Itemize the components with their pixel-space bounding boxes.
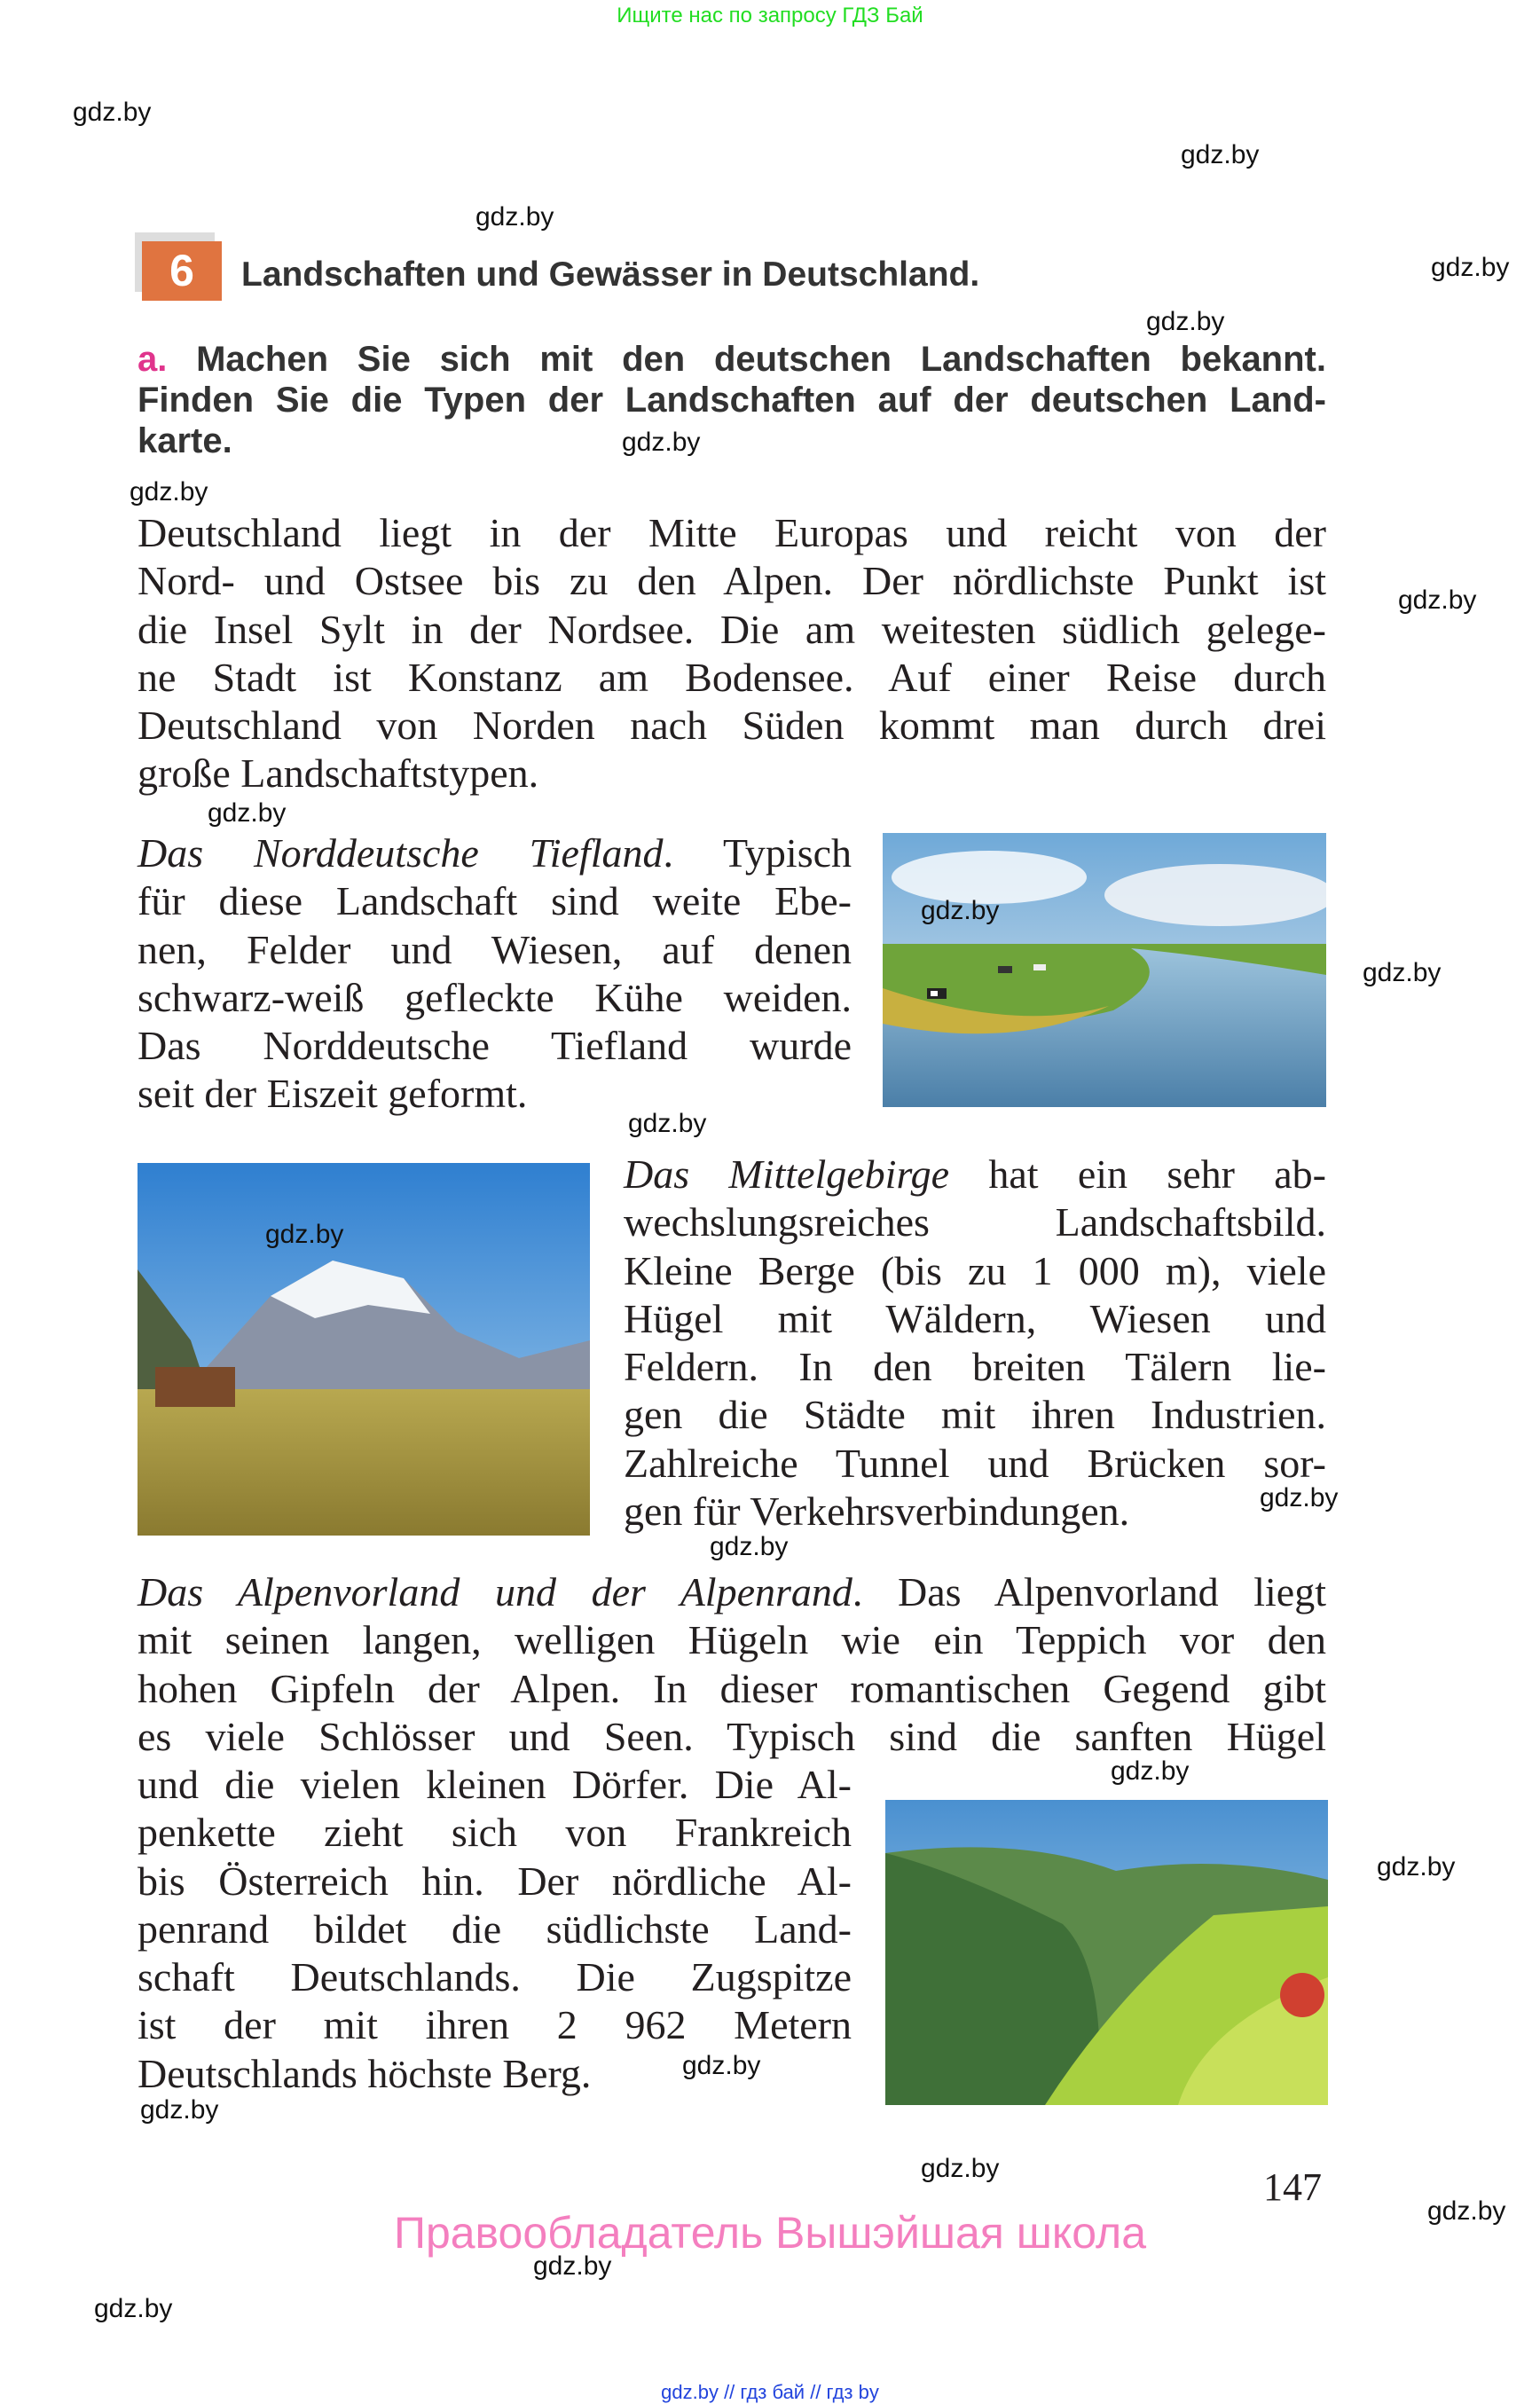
text-line: wechslungsreiches Landschaftsbild.: [624, 1199, 1326, 1245]
watermark: gdz.by: [1181, 140, 1260, 169]
watermark: gdz.by: [628, 1109, 707, 1138]
text-segment: . Typisch: [663, 830, 852, 876]
watermark: gdz.by: [921, 896, 1000, 925]
paragraph-mittelgebirge: [624, 1151, 1326, 1536]
task-letter: a.: [138, 340, 168, 379]
text-line: Das Norddeutsche Tiefland wurde: [138, 1023, 852, 1069]
text-line: Deutschland liegt in der Mitte Europas und reicht von der: [138, 510, 1326, 555]
watermark: gdz.by: [475, 202, 554, 232]
photo-mountains: [138, 1163, 590, 1536]
text-segment: hat ein sehr ab-: [949, 1151, 1326, 1197]
watermark: gdz.by: [1398, 585, 1477, 615]
watermark: gdz.by: [1363, 958, 1442, 987]
text-line: seit der Eiszeit geformt.: [138, 1071, 528, 1117]
watermark: gdz.by: [73, 98, 152, 127]
text-line: gen für Verkehrsverbindungen.: [624, 1489, 1130, 1535]
text-line: nen, Felder und Wiesen, auf denen: [138, 926, 852, 972]
task-line: karte.: [138, 421, 232, 460]
watermark: gdz.by: [208, 798, 287, 828]
watermark: gdz.by: [1260, 1483, 1339, 1512]
text-line: für diese Landschaft sind weite Ebe-: [138, 878, 852, 924]
text-line: schwarz-weiß gefleckte Kühe weiden.: [138, 974, 852, 1020]
paragraph-alpen: [138, 1568, 1326, 1761]
text-line: Deutschlands höchste Berg.: [138, 2050, 592, 2096]
text-segment: . Das Alpenvorland liegt: [852, 1569, 1326, 1614]
watermark: gdz.by: [1111, 1756, 1190, 1786]
photo-alpine-foothills: [885, 1800, 1328, 2105]
watermark: gdz.by: [265, 1220, 344, 1249]
text-line: mit seinen langen, welligen Hügeln wie ein Teppich vor den: [138, 1617, 1326, 1663]
watermark: gdz.by: [1377, 1852, 1456, 1882]
section-name: Das Mittelgebirge: [624, 1151, 950, 1197]
text-line: [138, 1568, 1326, 1616]
watermark: gdz.by: [622, 428, 701, 457]
watermark: gdz.by: [1427, 2196, 1506, 2226]
text-line: Kleine Berge (bis zu 1 000 m), viele: [624, 1247, 1326, 1293]
paragraph-intro: [138, 509, 1326, 798]
exercise-title: Landschaften und Gewässer in Deutschland.: [241, 255, 980, 294]
watermark: gdz.by: [533, 2251, 612, 2281]
watermark: gdz.by: [1431, 253, 1510, 282]
search-hint: Ищите нас по запросу ГДЗ Бай: [617, 4, 923, 27]
watermark: gdz.by: [140, 2095, 219, 2125]
text-line: und die vielen kleinen Dörfer. Die Al-: [138, 1762, 852, 1807]
text-line: Deutschland von Norden nach Süden kommt man durch drei: [138, 703, 1326, 749]
text-line: ist der mit ihren 2 962 Metern: [138, 2002, 852, 2048]
text-line: penrand bildet die südlichste Land-: [138, 1905, 852, 1952]
watermark: gdz.by: [921, 2154, 1000, 2183]
watermark: gdz.by: [1146, 307, 1225, 336]
watermark: gdz.by: [130, 477, 208, 507]
rights-holder: Правообладатель Вышэйшая школа: [394, 2208, 1146, 2258]
watermark: gdz.by: [94, 2294, 173, 2323]
photo-lowland-river: [883, 833, 1326, 1107]
watermark: gdz.by: [682, 2051, 761, 2080]
text-line: Hügel mit Wäldern, Wiesen und: [624, 1295, 1326, 1341]
text-line: ne Stadt ist Konstanz am Bodensee. Auf einer Reise durch: [138, 654, 1326, 700]
exercise-number-badge: 6: [142, 241, 222, 301]
text-line: [624, 1151, 1326, 1198]
task-line: Finden Sie die Typen der Landschaften auf der deutschen Land-: [138, 381, 1326, 420]
footer-links[interactable]: gdz.by // гдз бай // гдз by: [661, 2381, 879, 2403]
text-line: hohen Gipfeln der Alpen. In dieser romantischen Gegend gibt: [138, 1665, 1326, 1711]
text-line: [138, 829, 852, 877]
task-instruction: [138, 339, 1326, 461]
text-line: es viele Schlösser und Seen. Typisch sind die sanften Hügel: [138, 1713, 1326, 1759]
text-line: Zahlreiche Tunnel und Brücken sor-: [624, 1440, 1326, 1486]
text-line: schaft Deutschlands. Die Zugspitze: [138, 1954, 852, 2000]
text-line: Nord- und Ostsee bis zu den Alpen. Der nördlichste Punkt ist: [138, 558, 1326, 604]
paragraph-alpen-continued: [138, 1761, 852, 2098]
task-line: Machen Sie sich mit den deutschen Landschaften bekannt.: [196, 340, 1326, 379]
text-line: große Landschaftstypen.: [138, 750, 539, 797]
text-line: die Insel Sylt in der Nordsee. Die am weitesten südlich gelege-: [138, 606, 1326, 652]
section-name: Das Norddeutsche Tiefland: [138, 830, 664, 876]
text-line: Feldern. In den breiten Tälern lie-: [624, 1344, 1326, 1390]
section-name: Das Alpenvorland und der Alpenrand: [138, 1569, 852, 1614]
watermark: gdz.by: [710, 1532, 789, 1561]
text-line: bis Österreich hin. Der nördliche Al-: [138, 1858, 852, 1904]
text-line: gen die Städte mit ihren Industrien.: [624, 1392, 1326, 1438]
page-number: 147: [1263, 2165, 1322, 2209]
text-line: penkette zieht sich von Frankreich: [138, 1810, 852, 1856]
paragraph-tiefland: [138, 829, 852, 1119]
